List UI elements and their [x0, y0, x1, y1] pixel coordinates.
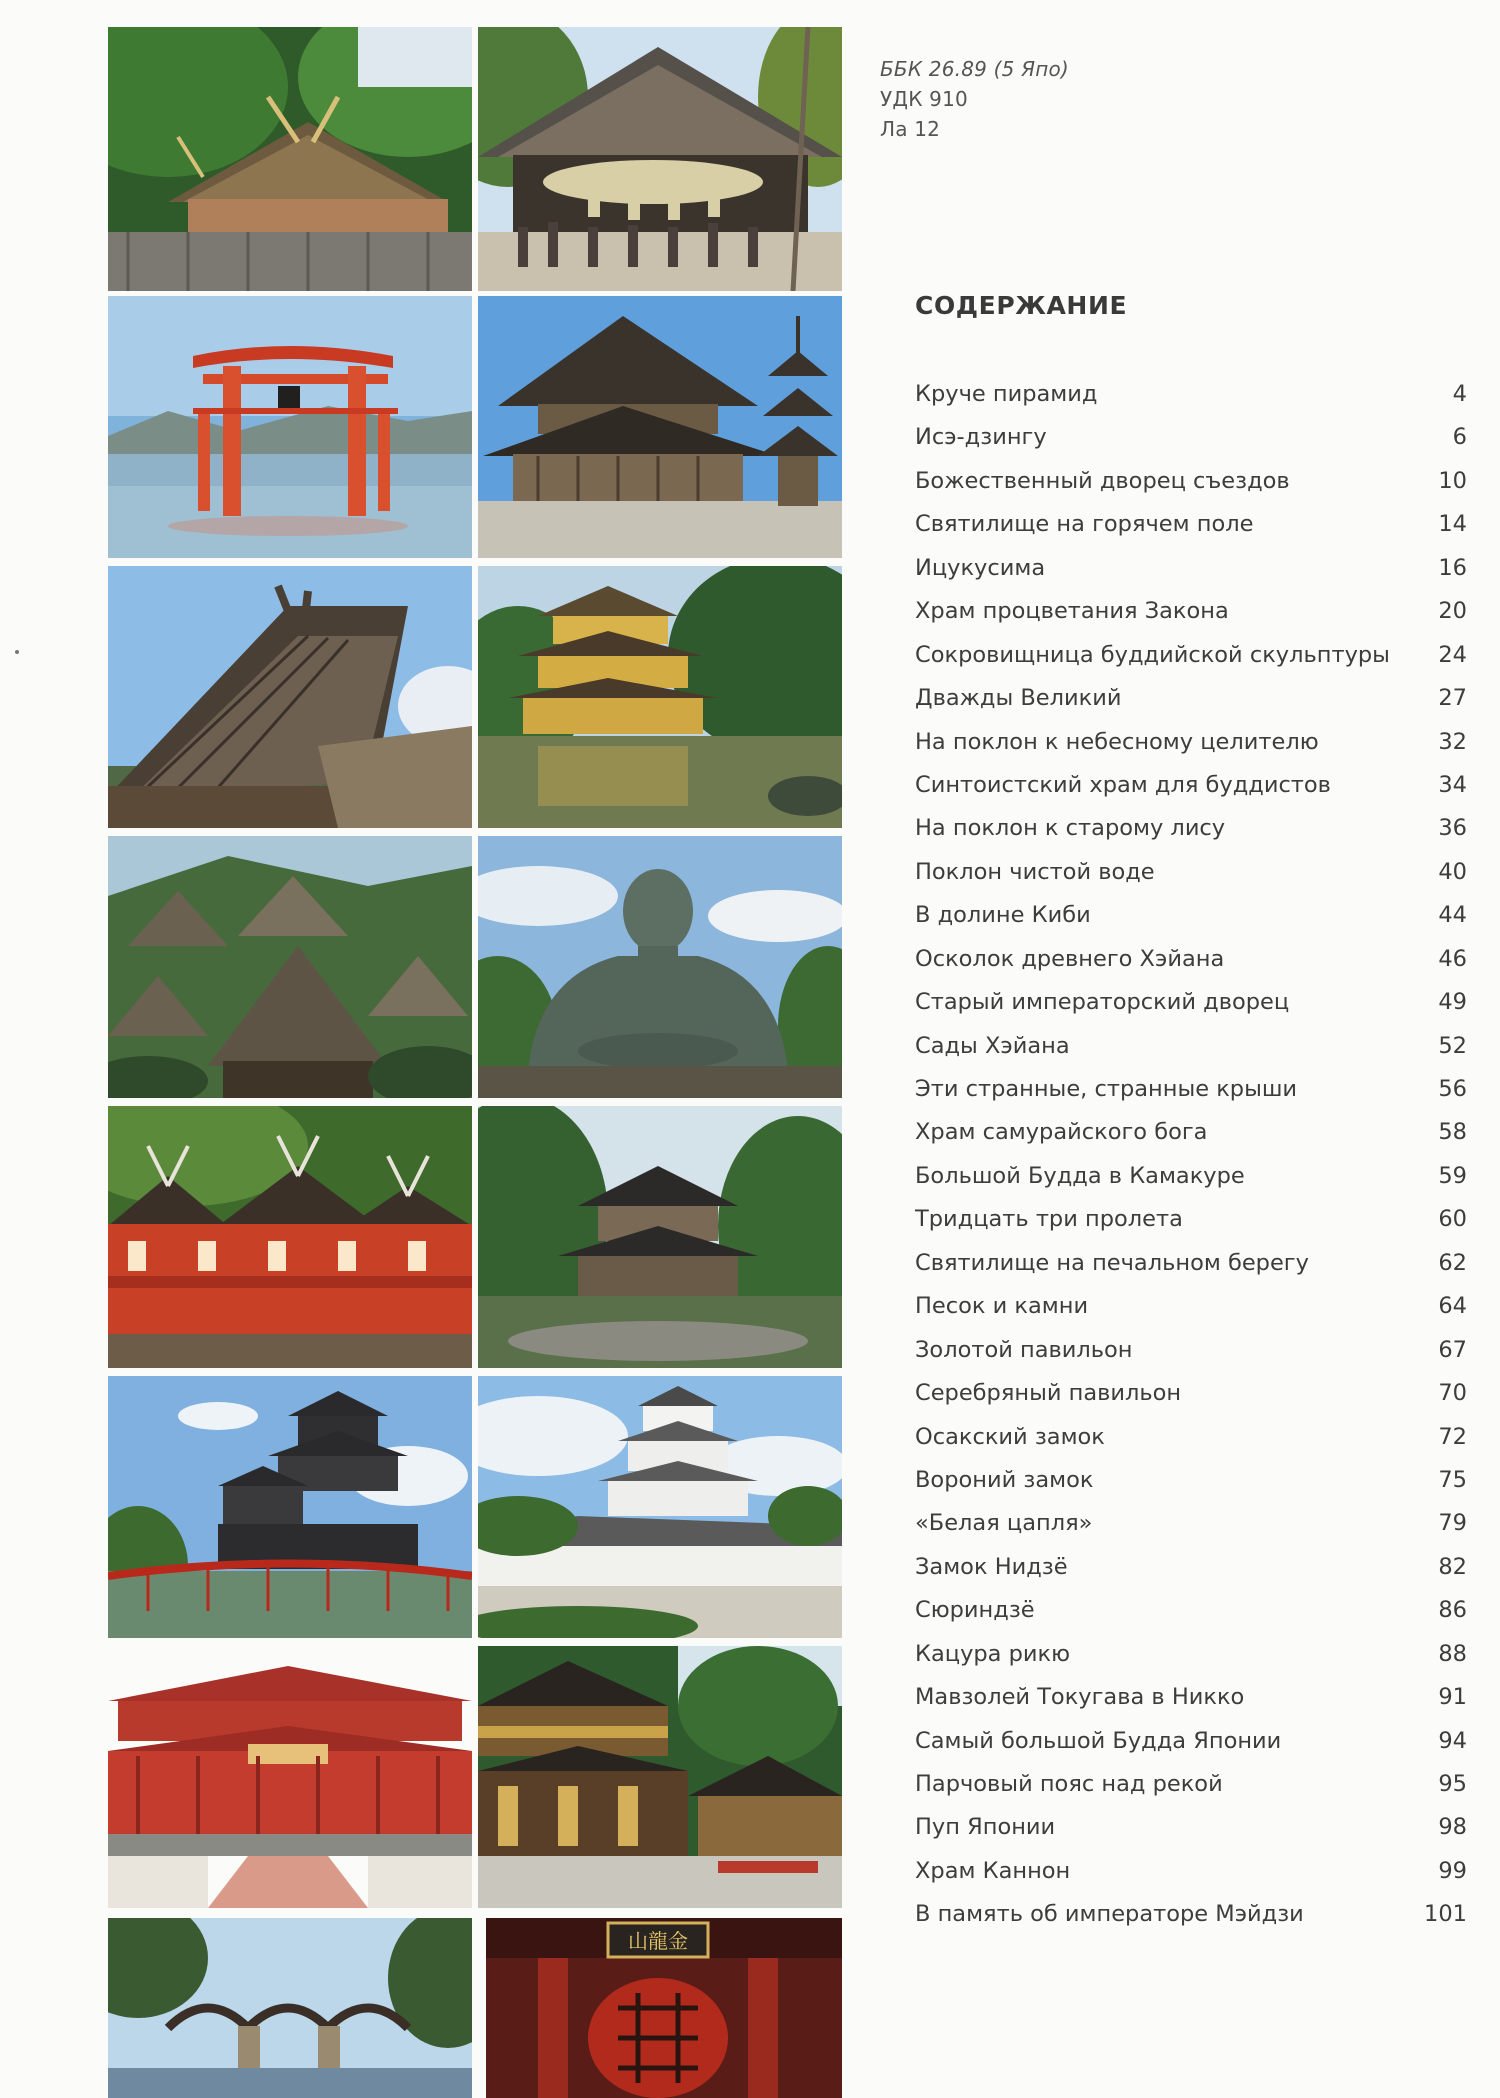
toc-entry[interactable]	[915, 1595, 1467, 1638]
toc-entry-page: 60	[1438, 1206, 1467, 1233]
photo-horyuji	[478, 296, 842, 558]
toc-entry-page: 95	[1438, 1771, 1467, 1797]
photo-red-shrine	[108, 1106, 472, 1368]
toc-entry-title: Осакский замок	[915, 1423, 1105, 1450]
toc-entry-page: 32	[1438, 728, 1467, 755]
toc-list	[915, 379, 1467, 1943]
toc-entry-page: 86	[1438, 1597, 1467, 1624]
photo-kintai-bridge	[108, 1918, 472, 2098]
toc-entry-title: Исэ-дзингу	[915, 424, 1047, 451]
toc-entry-page: 101	[1424, 1901, 1467, 1928]
toc-entry-page: 40	[1438, 858, 1467, 885]
toc-entry-page: 52	[1438, 1032, 1467, 1059]
toc-entry-title: Ицукусима	[915, 554, 1046, 581]
toc-entry[interactable]	[915, 900, 1467, 943]
toc-entry-title: Святилище на горячем поле	[915, 511, 1254, 538]
bibliographic-codes	[880, 54, 1069, 144]
toc-entry-page: 58	[1438, 1119, 1467, 1146]
toc-entry-title: Святилище на печальном берегу	[915, 1249, 1309, 1276]
toc-entry-title: Тридцать три пролета	[915, 1206, 1183, 1233]
toc-entry[interactable]	[915, 1726, 1467, 1769]
author-mark: Ла 12	[880, 117, 941, 141]
photo-golden-pavilion	[478, 566, 842, 828]
bbk-code: ББК 26.89 (5 Япо)	[880, 57, 1069, 81]
toc-entry-page: 91	[1438, 1684, 1467, 1711]
toc-entry-title: Сады Хэйана	[915, 1032, 1070, 1059]
toc-entry-title: Песок и камни	[915, 1293, 1089, 1320]
toc-entry-title: Замок Нидзё	[915, 1553, 1068, 1580]
toc-entry-title: Дважды Великий	[915, 685, 1122, 712]
toc-entry-title: Храм процветания Закона	[915, 598, 1229, 625]
toc-entry[interactable]	[915, 466, 1467, 509]
toc-entry-page: 70	[1438, 1380, 1467, 1407]
toc-entry-title: Кацура рикю	[915, 1640, 1071, 1667]
toc-entry-page: 10	[1438, 467, 1467, 494]
toc-entry-page: 98	[1438, 1814, 1467, 1841]
toc-entry-page: 20	[1438, 598, 1467, 625]
photo-matsumoto-castle	[108, 1376, 472, 1638]
toc-entry[interactable]	[915, 1422, 1467, 1465]
toc-entry[interactable]	[915, 1639, 1467, 1682]
toc-entry-page: 4	[1452, 381, 1467, 407]
toc-entry-page: 49	[1438, 989, 1467, 1016]
toc-entry-title: Эти странные, странные крыши	[915, 1076, 1298, 1102]
toc-entry-title: Самый большой Будда Японии	[915, 1727, 1282, 1754]
toc-entry-title: Золотой павильон	[915, 1336, 1133, 1363]
toc-entry-page: 75	[1438, 1466, 1467, 1493]
toc-entry[interactable]	[915, 1161, 1467, 1204]
toc-entry[interactable]	[915, 1552, 1467, 1595]
toc-entry-title: В долине Киби	[915, 902, 1091, 929]
toc-entry-title: «Белая цапля»	[915, 1510, 1093, 1537]
photo-shrine-rope	[478, 27, 842, 291]
toc-entry-page: 79	[1438, 1510, 1467, 1537]
toc-entry-page: 36	[1438, 815, 1467, 842]
toc-entry-title: Храм Каннон	[915, 1857, 1071, 1884]
toc-entry-title: В память об императоре Мэйдзи	[915, 1901, 1304, 1928]
toc-entry[interactable]	[915, 1856, 1467, 1899]
toc-entry[interactable]	[915, 379, 1467, 422]
toc-entry-page: 59	[1438, 1162, 1467, 1189]
toc-entry[interactable]	[915, 987, 1467, 1030]
toc-entry-page: 82	[1438, 1553, 1467, 1580]
toc-entry[interactable]	[915, 727, 1467, 770]
toc-entry[interactable]	[915, 640, 1467, 683]
toc-entry[interactable]	[915, 1812, 1467, 1855]
toc-entry[interactable]	[915, 1682, 1467, 1725]
toc-entry[interactable]	[915, 1769, 1467, 1812]
toc-entry-page: 24	[1438, 641, 1467, 668]
toc-entry[interactable]	[915, 813, 1467, 856]
toc-entry-page: 72	[1438, 1423, 1467, 1450]
toc-entry-page: 34	[1438, 771, 1467, 798]
toc-entry-page: 16	[1438, 554, 1467, 581]
toc-entry-title: Божественный дворец съездов	[915, 467, 1290, 494]
toc-entry-page: 88	[1438, 1640, 1467, 1667]
toc-entry-title: Мавзолей Токугава в Никко	[915, 1684, 1245, 1711]
toc-entry-title: Круче пирамид	[915, 381, 1098, 407]
toc-entry[interactable]	[915, 1074, 1467, 1117]
toc-entry-title: Сюриндзё	[915, 1597, 1035, 1624]
toc-entry[interactable]	[915, 509, 1467, 552]
toc-entry[interactable]	[915, 1899, 1467, 1942]
toc-entry-title: Поклон чистой воде	[915, 858, 1155, 885]
photo-izumo-roof	[108, 566, 472, 828]
photo-silver-pavilion	[478, 1106, 842, 1368]
toc-entry[interactable]	[915, 1508, 1467, 1551]
udk-code: УДК 910	[880, 87, 968, 111]
toc-entry[interactable]	[915, 1465, 1467, 1508]
stray-dot	[15, 650, 19, 654]
toc-entry-title: Парчовый пояс над рекой	[915, 1771, 1223, 1797]
toc-entry-page: 56	[1438, 1076, 1467, 1102]
toc-entry-page: 27	[1438, 685, 1467, 712]
toc-entry-page: 67	[1438, 1336, 1467, 1363]
gate-sign-text: 山龍金	[628, 1929, 688, 1953]
toc-entry[interactable]	[915, 596, 1467, 639]
toc-entry[interactable]	[915, 1248, 1467, 1291]
photo-gassho-village	[108, 836, 472, 1098]
toc-entry[interactable]	[915, 1291, 1467, 1334]
toc-entry-title: Осколок древнего Хэйана	[915, 945, 1225, 972]
toc-entry-title: Синтоистский храм для буддистов	[915, 771, 1331, 798]
photo-shuri-castle	[108, 1646, 472, 1908]
toc-entry-page: 62	[1438, 1249, 1467, 1276]
photo-nikko-mausoleum	[478, 1646, 842, 1908]
toc-entry[interactable]	[915, 857, 1467, 900]
toc-entry-page: 99	[1438, 1857, 1467, 1884]
toc-entry-title: Старый императорский дворец	[915, 989, 1290, 1016]
toc-entry-page: 6	[1452, 424, 1467, 451]
toc-entry-title: Серебряный павильон	[915, 1380, 1182, 1407]
toc-entry[interactable]	[915, 683, 1467, 726]
toc-entry-page: 46	[1438, 945, 1467, 972]
toc-entry-title: Сокровищница буддийской скульптуры	[915, 641, 1390, 668]
toc-entry[interactable]	[915, 553, 1467, 596]
toc-entry-page: 14	[1438, 511, 1467, 538]
photo-kaminarimon-lantern	[478, 1918, 842, 2098]
photo-great-buddha	[478, 836, 842, 1098]
photo-torii-sea	[108, 296, 472, 558]
toc-entry[interactable]	[915, 1335, 1467, 1378]
toc-entry-page: 64	[1438, 1293, 1467, 1320]
toc-entry[interactable]	[915, 422, 1467, 465]
toc-entry[interactable]	[915, 1204, 1467, 1247]
toc-entry[interactable]	[915, 1031, 1467, 1074]
toc-entry-title: Вороний замок	[915, 1466, 1094, 1493]
toc-entry-page: 44	[1438, 902, 1467, 929]
toc-heading: СОДЕРЖАНИЕ	[915, 291, 1128, 320]
toc-entry-title: Храм самурайского бога	[915, 1119, 1208, 1146]
toc-entry[interactable]	[915, 1378, 1467, 1421]
toc-entry-title: На поклон к небесному целителю	[915, 728, 1319, 755]
toc-entry-title: Пуп Японии	[915, 1814, 1056, 1841]
toc-entry-title: На поклон к старому лису	[915, 815, 1226, 842]
toc-entry-title: Большой Будда в Камакуре	[915, 1162, 1245, 1189]
toc-entry[interactable]	[915, 770, 1467, 813]
photo-himeji-castle	[478, 1376, 842, 1638]
toc-entry[interactable]	[915, 1117, 1467, 1160]
photo-thatched-shrine	[108, 27, 472, 291]
toc-entry[interactable]	[915, 944, 1467, 987]
toc-entry-page: 94	[1438, 1727, 1467, 1754]
